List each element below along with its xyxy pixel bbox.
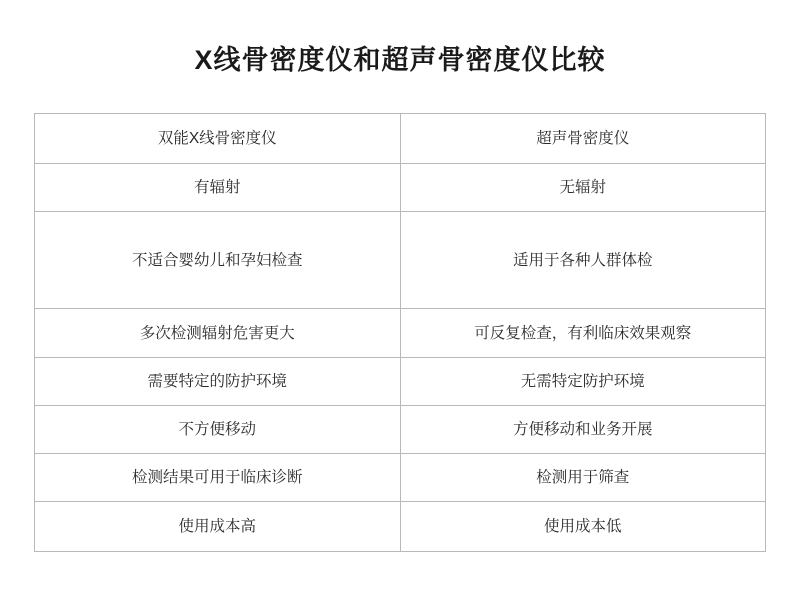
table-cell: 不适合婴幼儿和孕妇检查 [35, 212, 401, 309]
table-cell: 检测用于筛查 [400, 454, 766, 502]
table-cell: 可反复检查，有利临床效果观察 [400, 309, 766, 358]
comparison-table-container [0, 113, 800, 552]
table-cell: 方便移动和业务开展 [400, 406, 766, 454]
table-cell: 检测结果可用于临床诊断 [35, 454, 401, 502]
table-cell: 需要特定的防护环境 [35, 358, 401, 406]
table-cell: 双能X线骨密度仪 [35, 114, 401, 164]
table-cell: 无辐射 [400, 164, 766, 212]
table-row [35, 164, 766, 212]
table-row [35, 309, 766, 358]
table-row [35, 358, 766, 406]
table-cell: 超声骨密度仪 [400, 114, 766, 164]
table-cell: 无需特定防护环境 [400, 358, 766, 406]
table-cell: 多次检测辐射危害更大 [35, 309, 401, 358]
page-title: X线骨密度仪和超声骨密度仪比较 [194, 45, 606, 75]
table-cell: 适用于各种人群体检 [400, 212, 766, 309]
table-row [35, 114, 766, 164]
table-row [35, 454, 766, 502]
table-cell: 使用成本低 [400, 502, 766, 552]
table-row [35, 502, 766, 552]
comparison-table [34, 113, 766, 552]
table-cell: 使用成本高 [35, 502, 401, 552]
table-cell: 不方便移动 [35, 406, 401, 454]
table-row [35, 212, 766, 309]
table-row [35, 406, 766, 454]
table-cell: 有辐射 [35, 164, 401, 212]
